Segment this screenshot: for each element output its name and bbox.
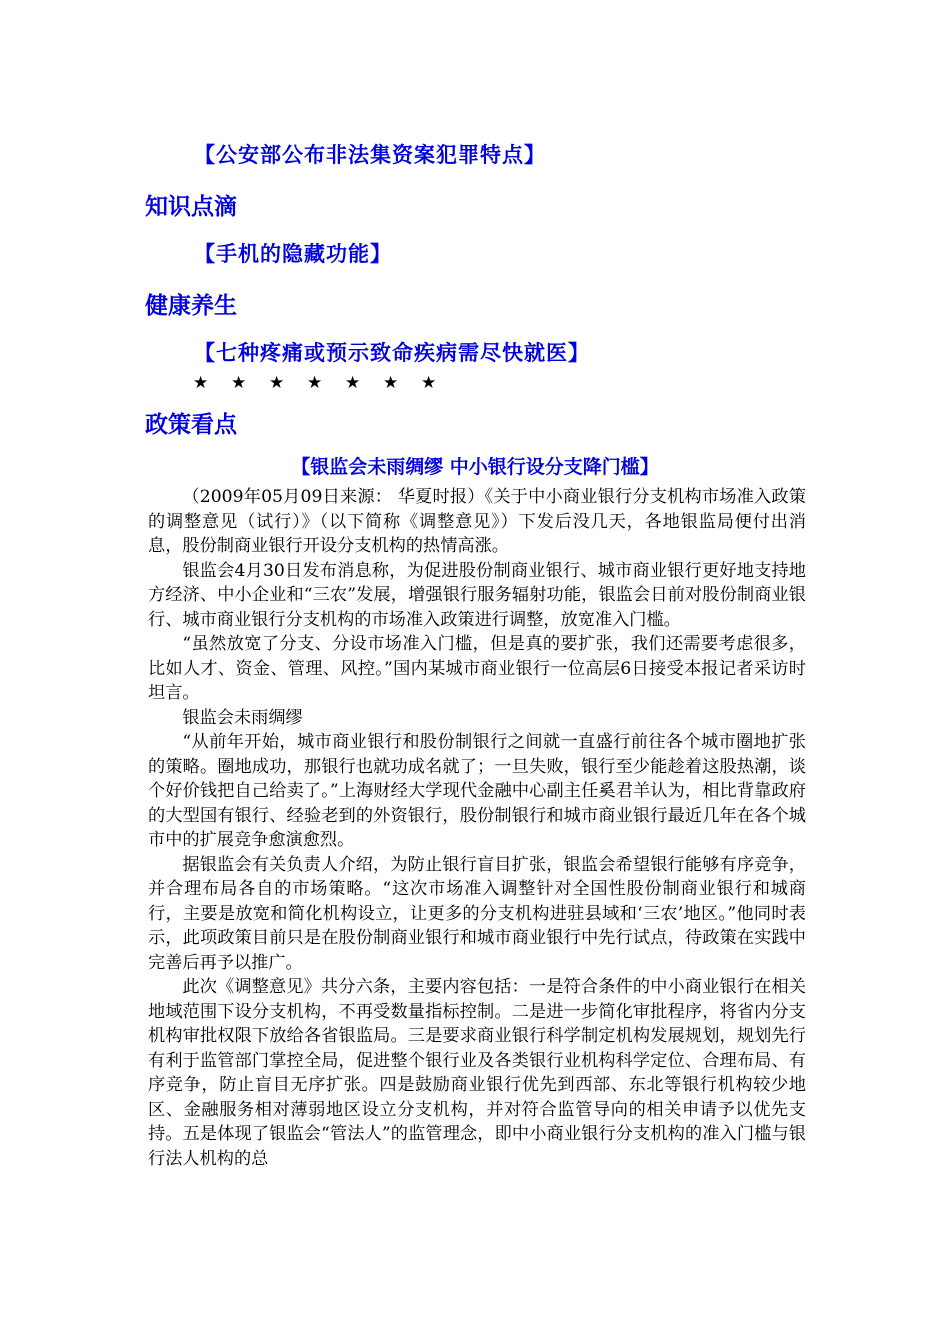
section-heading-policy: 政策看点 [145, 412, 237, 438]
article-paragraph: （2009年05月09日来源： 华夏时报）《关于中小商业银行分支机构市场准入政策的调整意见（试行）》（以下简称《调整意见》）下发后没几天，各地银监局便付出消息，股份制商业银行开设分支机构的热情高涨。 [148, 487, 806, 556]
article-paragraph: 据银监会有关负责人介绍，为防止银行盲目扩张，银监会希望银行能够有序竞争，并合理布局各自的市场策略。“这次市场准入调整针对全国性股份制商业银行和城商行，主要是放宽和简化机构设立，让更多的分支机构进驻县域和‘三农’地区。”他同时表示，此项政策目前只是在股份制商业银行和城市商业银行中先行试点，待政策在实践中完善后再予以推广。 [148, 854, 806, 973]
star-icon: ★ [193, 373, 209, 393]
star-icon: ★ [383, 373, 399, 393]
article-title-link[interactable]: 【银监会未雨绸缪 中小银行设分支降门槛】 [291, 456, 659, 478]
star-icon: ★ [231, 373, 247, 393]
phone-hidden-features-link[interactable]: 【手机的隐藏功能】 [194, 241, 392, 266]
star-icon: ★ [307, 373, 323, 393]
star-divider [193, 373, 459, 393]
star-icon: ★ [269, 373, 285, 393]
section-heading-health: 健康养生 [145, 293, 237, 319]
article-paragraph: 银监会4月30日发布消息称，为促进股份制商业银行、城市商业银行更好地支持地方经济、中小企业和“三农”发展，增强银行服务辐射功能，银监会日前对股份制商业银行、城市商业银行分支机构的市场准入政策进行调整，放宽准入门槛。 [148, 560, 806, 630]
section-heading-knowledge: 知识点滴 [145, 194, 237, 220]
article-paragraph: “虽然放宽了分支、分设市场准入门槛，但是真的要扩张，我们还需要考虑很多，比如人才、资金、管理、风控。”国内某城市商业银行一位高层6日接受本报记者采访时坦言。 [148, 634, 806, 703]
article-body [148, 485, 806, 1171]
star-icon: ★ [421, 373, 437, 393]
article-paragraph: “从前年开始，城市商业银行和股份制银行之间就一直盛行前往各个城市圈地扩张的策略。圈地成功，那银行也就功成名就了；一旦失败，银行至少能趁着这股热潮，谈个好价钱把自己给卖了。”上海财经大学现代金融中心副主任奚君羊认为，相比背靠政府的大型国有银行、经验老到的外资银行，股份制银行和城市商业银行最近几年在各个城市中的扩展竞争愈演愈烈。 [148, 732, 806, 850]
article-paragraph: 此次《调整意见》共分六条，主要内容包括：一是符合条件的中小商业银行在相关地域范围下设分支机构，不再受数量指标控制。二是进一步简化审批程序，将省内分支机构审批权限下放给各省银监局。三是要求商业银行科学制定机构发展规划，规划先行有利于监管部门掌控全局，促进整个银行业及各类银行业机构科学定位、合理布局、有序竞争，防止盲目无序扩张。四是鼓励商业银行优先到西部、东北等银行机构较少地区、金融服务相对薄弱地区设立分支机构，并对符合监管导向的相关申请予以优先支持。五是体现了银监会“管法人”的监管理念，即中小商业银行分支机构的准入门槛与银行法人机构的总 [148, 977, 806, 1169]
article-subheading: 银监会未雨绸缪 [182, 707, 303, 728]
star-icon: ★ [345, 373, 361, 393]
police-illegal-fundraising-link[interactable]: 【公安部公布非法集资案犯罪特点】 [194, 142, 546, 167]
seven-pains-link[interactable]: 【七种疼痛或预示致命疾病需尽快就医】 [194, 340, 590, 365]
